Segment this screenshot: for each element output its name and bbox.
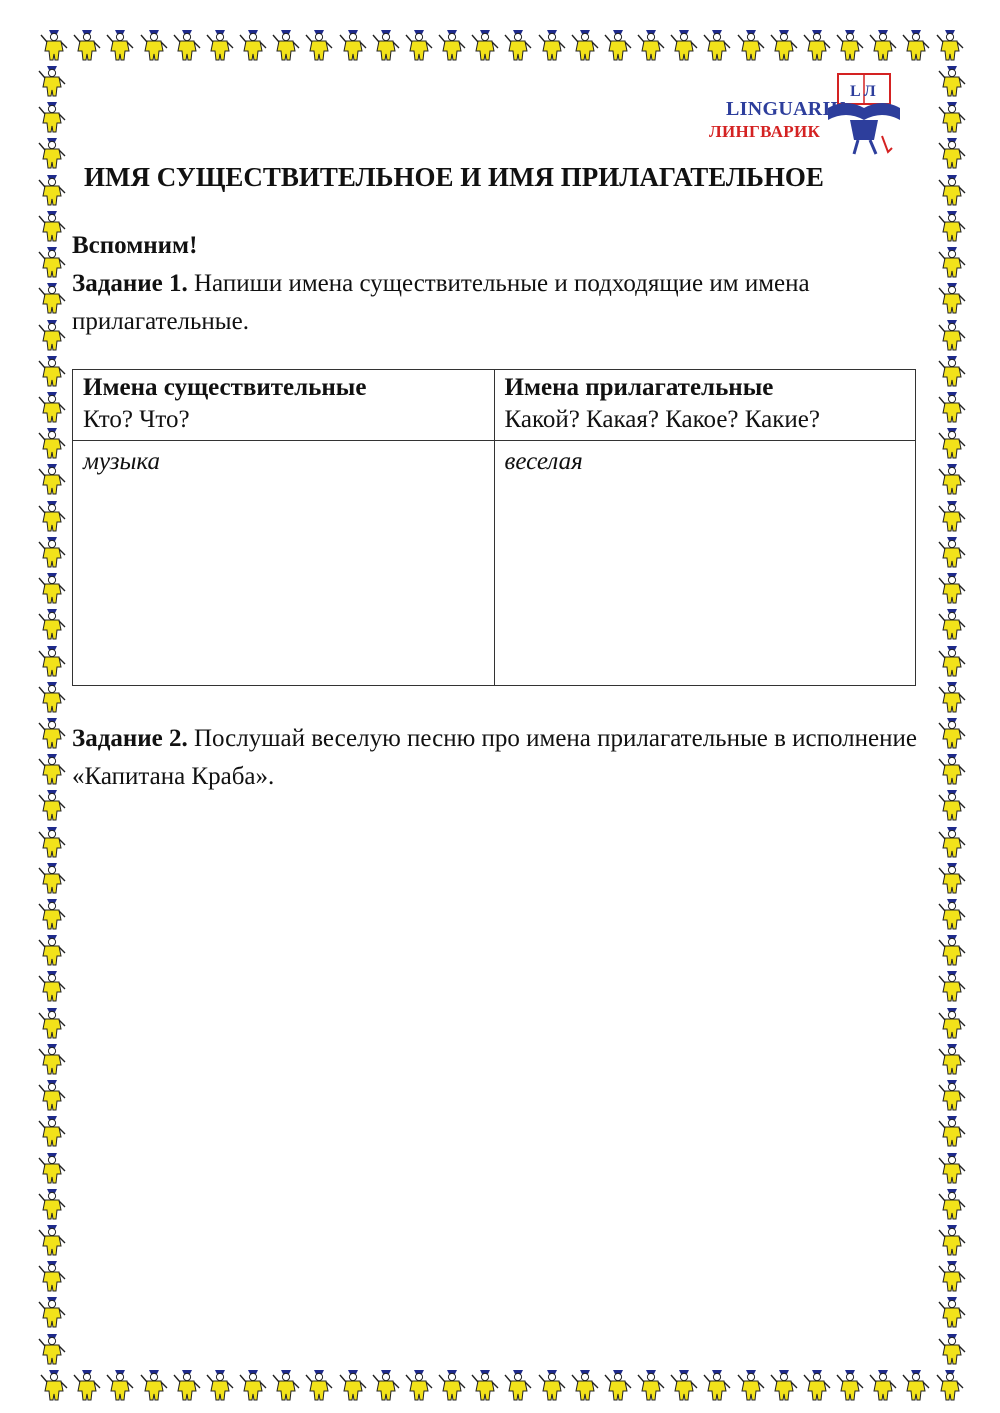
person-figure-icon <box>936 786 968 822</box>
person-figure-icon <box>936 931 968 967</box>
person-figure-icon <box>936 243 968 279</box>
person-figure-icon <box>936 279 968 315</box>
person-figure-icon <box>668 1366 700 1402</box>
person-figure-icon <box>36 605 68 641</box>
linguarik-logo <box>700 68 910 158</box>
header-nouns <box>73 370 495 441</box>
person-figure-icon <box>936 62 968 98</box>
person-figure-icon <box>469 1366 501 1402</box>
person-figure-icon <box>36 134 68 170</box>
person-figure-icon <box>337 1366 369 1402</box>
person-figure-icon <box>337 26 369 62</box>
person-figure-icon <box>303 1366 335 1402</box>
person-figure-icon <box>936 1257 968 1293</box>
person-figure-icon <box>36 931 68 967</box>
person-figure-icon <box>602 1366 634 1402</box>
task-1-text: Напиши имена существительные и подходящие им имена прилагательные. <box>72 270 810 335</box>
person-figure-icon <box>936 1149 968 1185</box>
person-figure-icon <box>936 352 968 388</box>
person-figure-icon <box>936 533 968 569</box>
table-row <box>73 441 916 686</box>
person-figure-icon <box>768 1366 800 1402</box>
person-figure-icon <box>36 967 68 1003</box>
person-figure-icon <box>204 1366 236 1402</box>
header-adjectives <box>494 370 916 441</box>
person-figure-icon <box>668 26 700 62</box>
person-figure-icon <box>36 1076 68 1112</box>
person-figure-icon <box>801 1366 833 1402</box>
person-figure-icon <box>936 316 968 352</box>
person-figure-icon <box>71 26 103 62</box>
page-border-right <box>936 62 968 1366</box>
table-header-row <box>73 370 916 441</box>
person-figure-icon <box>36 786 68 822</box>
person-figure-icon <box>900 1366 932 1402</box>
person-figure-icon <box>936 1112 968 1148</box>
person-figure-icon <box>936 1330 968 1366</box>
person-figure-icon <box>936 134 968 170</box>
person-figure-icon <box>104 26 136 62</box>
person-figure-icon <box>36 1257 68 1293</box>
person-figure-icon <box>36 98 68 134</box>
person-figure-icon <box>936 1293 968 1329</box>
person-figure-icon <box>138 26 170 62</box>
person-figure-icon <box>936 895 968 931</box>
person-figure-icon <box>36 207 68 243</box>
page-border-top <box>38 26 966 62</box>
person-figure-icon <box>936 750 968 786</box>
person-figure-icon <box>834 26 866 62</box>
person-figure-icon <box>569 26 601 62</box>
person-figure-icon <box>436 26 468 62</box>
person-figure-icon <box>237 26 269 62</box>
person-figure-icon <box>36 1221 68 1257</box>
person-figure-icon <box>867 1366 899 1402</box>
header-adjectives-title: Имена прилагательные <box>504 374 774 401</box>
person-figure-icon <box>834 1366 866 1402</box>
person-figure-icon <box>303 26 335 62</box>
person-figure-icon <box>735 1366 767 1402</box>
nouns-answer-cell[interactable]: музыка <box>73 441 495 686</box>
logo-text-en: LINGUARIK <box>726 98 847 120</box>
page-border-bottom <box>38 1366 966 1402</box>
person-figure-icon <box>701 26 733 62</box>
person-figure-icon <box>36 279 68 315</box>
person-figure-icon <box>171 26 203 62</box>
person-figure-icon <box>36 316 68 352</box>
person-figure-icon <box>934 26 966 62</box>
person-figure-icon <box>36 352 68 388</box>
person-figure-icon <box>936 569 968 605</box>
person-figure-icon <box>38 26 70 62</box>
person-figure-icon <box>900 26 932 62</box>
person-figure-icon <box>36 62 68 98</box>
person-figure-icon <box>936 460 968 496</box>
person-figure-icon <box>36 714 68 750</box>
person-figure-icon <box>36 678 68 714</box>
person-figure-icon <box>36 243 68 279</box>
person-figure-icon <box>735 26 767 62</box>
person-figure-icon <box>936 1221 968 1257</box>
header-nouns-question: Кто? Что? <box>83 406 190 433</box>
person-figure-icon <box>936 967 968 1003</box>
person-figure-icon <box>370 1366 402 1402</box>
person-figure-icon <box>867 26 899 62</box>
section-heading: Вспомним! <box>72 232 198 259</box>
person-figure-icon <box>936 1040 968 1076</box>
person-figure-icon <box>370 26 402 62</box>
person-figure-icon <box>635 26 667 62</box>
person-figure-icon <box>536 1366 568 1402</box>
person-figure-icon <box>36 424 68 460</box>
person-figure-icon <box>36 1112 68 1148</box>
person-figure-icon <box>936 207 968 243</box>
person-figure-icon <box>602 26 634 62</box>
person-figure-icon <box>936 1185 968 1221</box>
page-title: ИМЯ СУЩЕСТВИТЕЛЬНОЕ И ИМЯ ПРИЛАГАТЕЛЬНОЕ <box>84 162 824 192</box>
person-figure-icon <box>36 823 68 859</box>
person-figure-icon <box>936 605 968 641</box>
person-figure-icon <box>36 1185 68 1221</box>
person-figure-icon <box>36 895 68 931</box>
person-figure-icon <box>701 1366 733 1402</box>
person-figure-icon <box>936 497 968 533</box>
person-figure-icon <box>502 1366 534 1402</box>
header-nouns-title: Имена существительные <box>83 374 367 401</box>
adjectives-answer-cell[interactable]: веселая <box>494 441 916 686</box>
person-figure-icon <box>36 1040 68 1076</box>
person-figure-icon <box>569 1366 601 1402</box>
person-figure-icon <box>934 1366 966 1402</box>
person-figure-icon <box>36 1330 68 1366</box>
person-figure-icon <box>36 1149 68 1185</box>
task-1 <box>72 265 932 341</box>
words-table <box>72 369 916 686</box>
person-figure-icon <box>936 714 968 750</box>
person-figure-icon <box>36 460 68 496</box>
logo-text-ru: ЛИНГВАРИК <box>709 122 821 141</box>
person-figure-icon <box>36 859 68 895</box>
person-figure-icon <box>71 1366 103 1402</box>
person-figure-icon <box>36 1004 68 1040</box>
person-figure-icon <box>936 388 968 424</box>
person-figure-icon <box>536 26 568 62</box>
page-border-left <box>36 62 68 1366</box>
person-figure-icon <box>403 26 435 62</box>
person-figure-icon <box>237 1366 269 1402</box>
person-figure-icon <box>936 171 968 207</box>
person-figure-icon <box>36 750 68 786</box>
person-figure-icon <box>936 1004 968 1040</box>
person-figure-icon <box>270 26 302 62</box>
person-figure-icon <box>36 497 68 533</box>
logo-badge-letters: L Л <box>850 83 876 100</box>
person-figure-icon <box>270 1366 302 1402</box>
person-figure-icon <box>936 859 968 895</box>
person-figure-icon <box>801 26 833 62</box>
person-figure-icon <box>936 678 968 714</box>
person-figure-icon <box>36 569 68 605</box>
person-figure-icon <box>936 823 968 859</box>
person-figure-icon <box>469 26 501 62</box>
person-figure-icon <box>36 171 68 207</box>
person-figure-icon <box>38 1366 70 1402</box>
task-2-text: Послушай веселую песню про имена прилагательные в исполнение «Капитана Краба». <box>72 725 917 790</box>
task-1-label: Задание 1. <box>72 270 188 297</box>
person-figure-icon <box>171 1366 203 1402</box>
person-figure-icon <box>36 642 68 678</box>
person-figure-icon <box>436 1366 468 1402</box>
task-2 <box>72 720 932 796</box>
person-figure-icon <box>104 1366 136 1402</box>
person-figure-icon <box>936 98 968 134</box>
person-figure-icon <box>936 424 968 460</box>
person-figure-icon <box>502 26 534 62</box>
person-figure-icon <box>36 1293 68 1329</box>
person-figure-icon <box>403 1366 435 1402</box>
header-adjectives-question: Какой? Какая? Какое? Какие? <box>504 406 820 433</box>
person-figure-icon <box>936 642 968 678</box>
person-figure-icon <box>36 533 68 569</box>
person-figure-icon <box>138 1366 170 1402</box>
person-figure-icon <box>768 26 800 62</box>
person-figure-icon <box>635 1366 667 1402</box>
task-2-label: Задание 2. <box>72 725 188 752</box>
person-figure-icon <box>936 1076 968 1112</box>
person-figure-icon <box>204 26 236 62</box>
person-figure-icon <box>36 388 68 424</box>
